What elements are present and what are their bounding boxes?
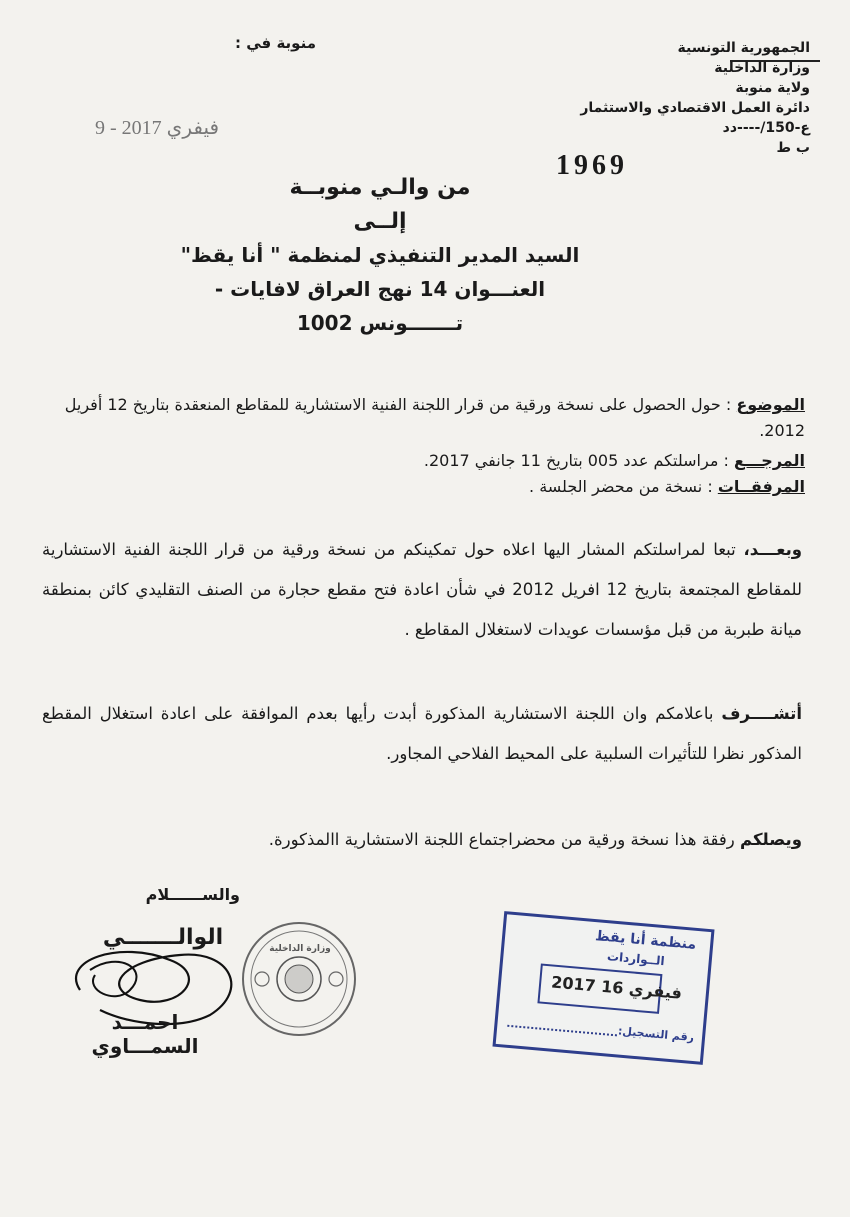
closing-salutation: والســــــلام: [145, 885, 240, 904]
subject-value: : حول الحصول على نسخة ورقية من قرار اللجنة الفنية الاستشارية للمقاطع المنعقدة بتاريخ 12 أفريل 2012.: [64, 395, 805, 440]
attachments-row: [35, 474, 805, 500]
paragraph-text: تبعا لمراسلتكم المشار اليها اعلاه حول تمكينكم من نسخة ورقية من قرار اللجنة الفنية الاستشارية للمقاطع المجتمعة بتاريخ 12 افريل 2012 في شأن اعادة فتح مقطع حجارة من الصنف التقليدي كائن بمنطقة ميانة طبربة من قبل مؤسسات عويدات لاستغلال المقاطع .: [42, 540, 802, 639]
official-seal-icon: [240, 920, 358, 1038]
addressee-block: [120, 170, 640, 340]
header-line-governorate: ولاية منوبة: [735, 80, 810, 96]
subject-row: [35, 392, 805, 444]
date-stamp: 9 - فيفري 2017: [95, 117, 220, 139]
stamp-registration-label: رقم التسجيل:: [617, 1024, 695, 1045]
body-paragraph-3: [42, 820, 802, 860]
reference-row: [35, 448, 805, 474]
address-line: العنـــوان 14 نهج العراق لافايات -: [214, 277, 546, 301]
body-paragraph-2: [42, 694, 802, 774]
subject-label: الموضوع: [736, 395, 805, 414]
stamp-org: منظمة أنا يقظ: [594, 928, 697, 953]
governor-name: احمـــد السمـــاوي: [91, 1010, 199, 1058]
header-line-initials: ب ط: [776, 140, 810, 156]
stamp-date: 2017 فيفري 16: [550, 972, 683, 1003]
place-date-label: منوبة في :: [235, 34, 316, 52]
paragraph-lead: ويصلكم: [740, 830, 802, 849]
reference-value: : مراسلتكم عدد 005 بتاريخ 11 جانفي 2017.: [423, 451, 729, 470]
paragraph-lead: وبعـــد،: [743, 540, 803, 559]
city-line: تـــــــونس 1002: [296, 311, 464, 335]
paragraph-lead: أتشــــرف: [721, 704, 802, 723]
stamp-date-box: [537, 963, 683, 1013]
from-line: من والـي منوبــة: [289, 175, 471, 200]
reference-label: المرجـــع: [733, 451, 805, 470]
header-line-department: دائرة العمل الاقتصادي والاستثمار: [580, 100, 810, 116]
recipient-line: السيد المدير التنفيذي لمنظمة " أنا يقظ": [180, 243, 580, 267]
paragraph-text: باعلامكم وان اللجنة الاستشارية المذكورة أبدت رأيها بعدم الموافقة على اعادة استغلال المقطع المذكور نظرا للتأثيرات السلبية على المحيط الفلاحي المجاور.: [42, 704, 802, 763]
received-stamp: [492, 911, 714, 1065]
header-line-number: ع-150/----دد: [722, 120, 810, 136]
paragraph-text: رفقة هذا نسخة ورقية من محضراجتماع اللجنة الاستشارية االمذكورة.: [268, 830, 735, 849]
header-line-ministry: وزارة الداخلية: [714, 60, 810, 76]
attachments-label: المرفقــات: [717, 477, 805, 496]
governor-title: الوالـــــــي: [102, 925, 224, 950]
to-line: إلــى: [353, 209, 407, 234]
reference-number: 1969: [556, 150, 628, 181]
stamp-dotted-line: [507, 1025, 617, 1037]
body-paragraph-1: [42, 530, 802, 650]
stamp-sub: الــواردات: [606, 949, 666, 969]
header-line-republic: الجمهورية التونسية: [677, 40, 810, 56]
seal-text: وزارة الداخلية: [269, 944, 331, 954]
issuer-header: [530, 38, 810, 158]
attachments-value: : نسخة من محضر الجلسة .: [529, 477, 713, 496]
